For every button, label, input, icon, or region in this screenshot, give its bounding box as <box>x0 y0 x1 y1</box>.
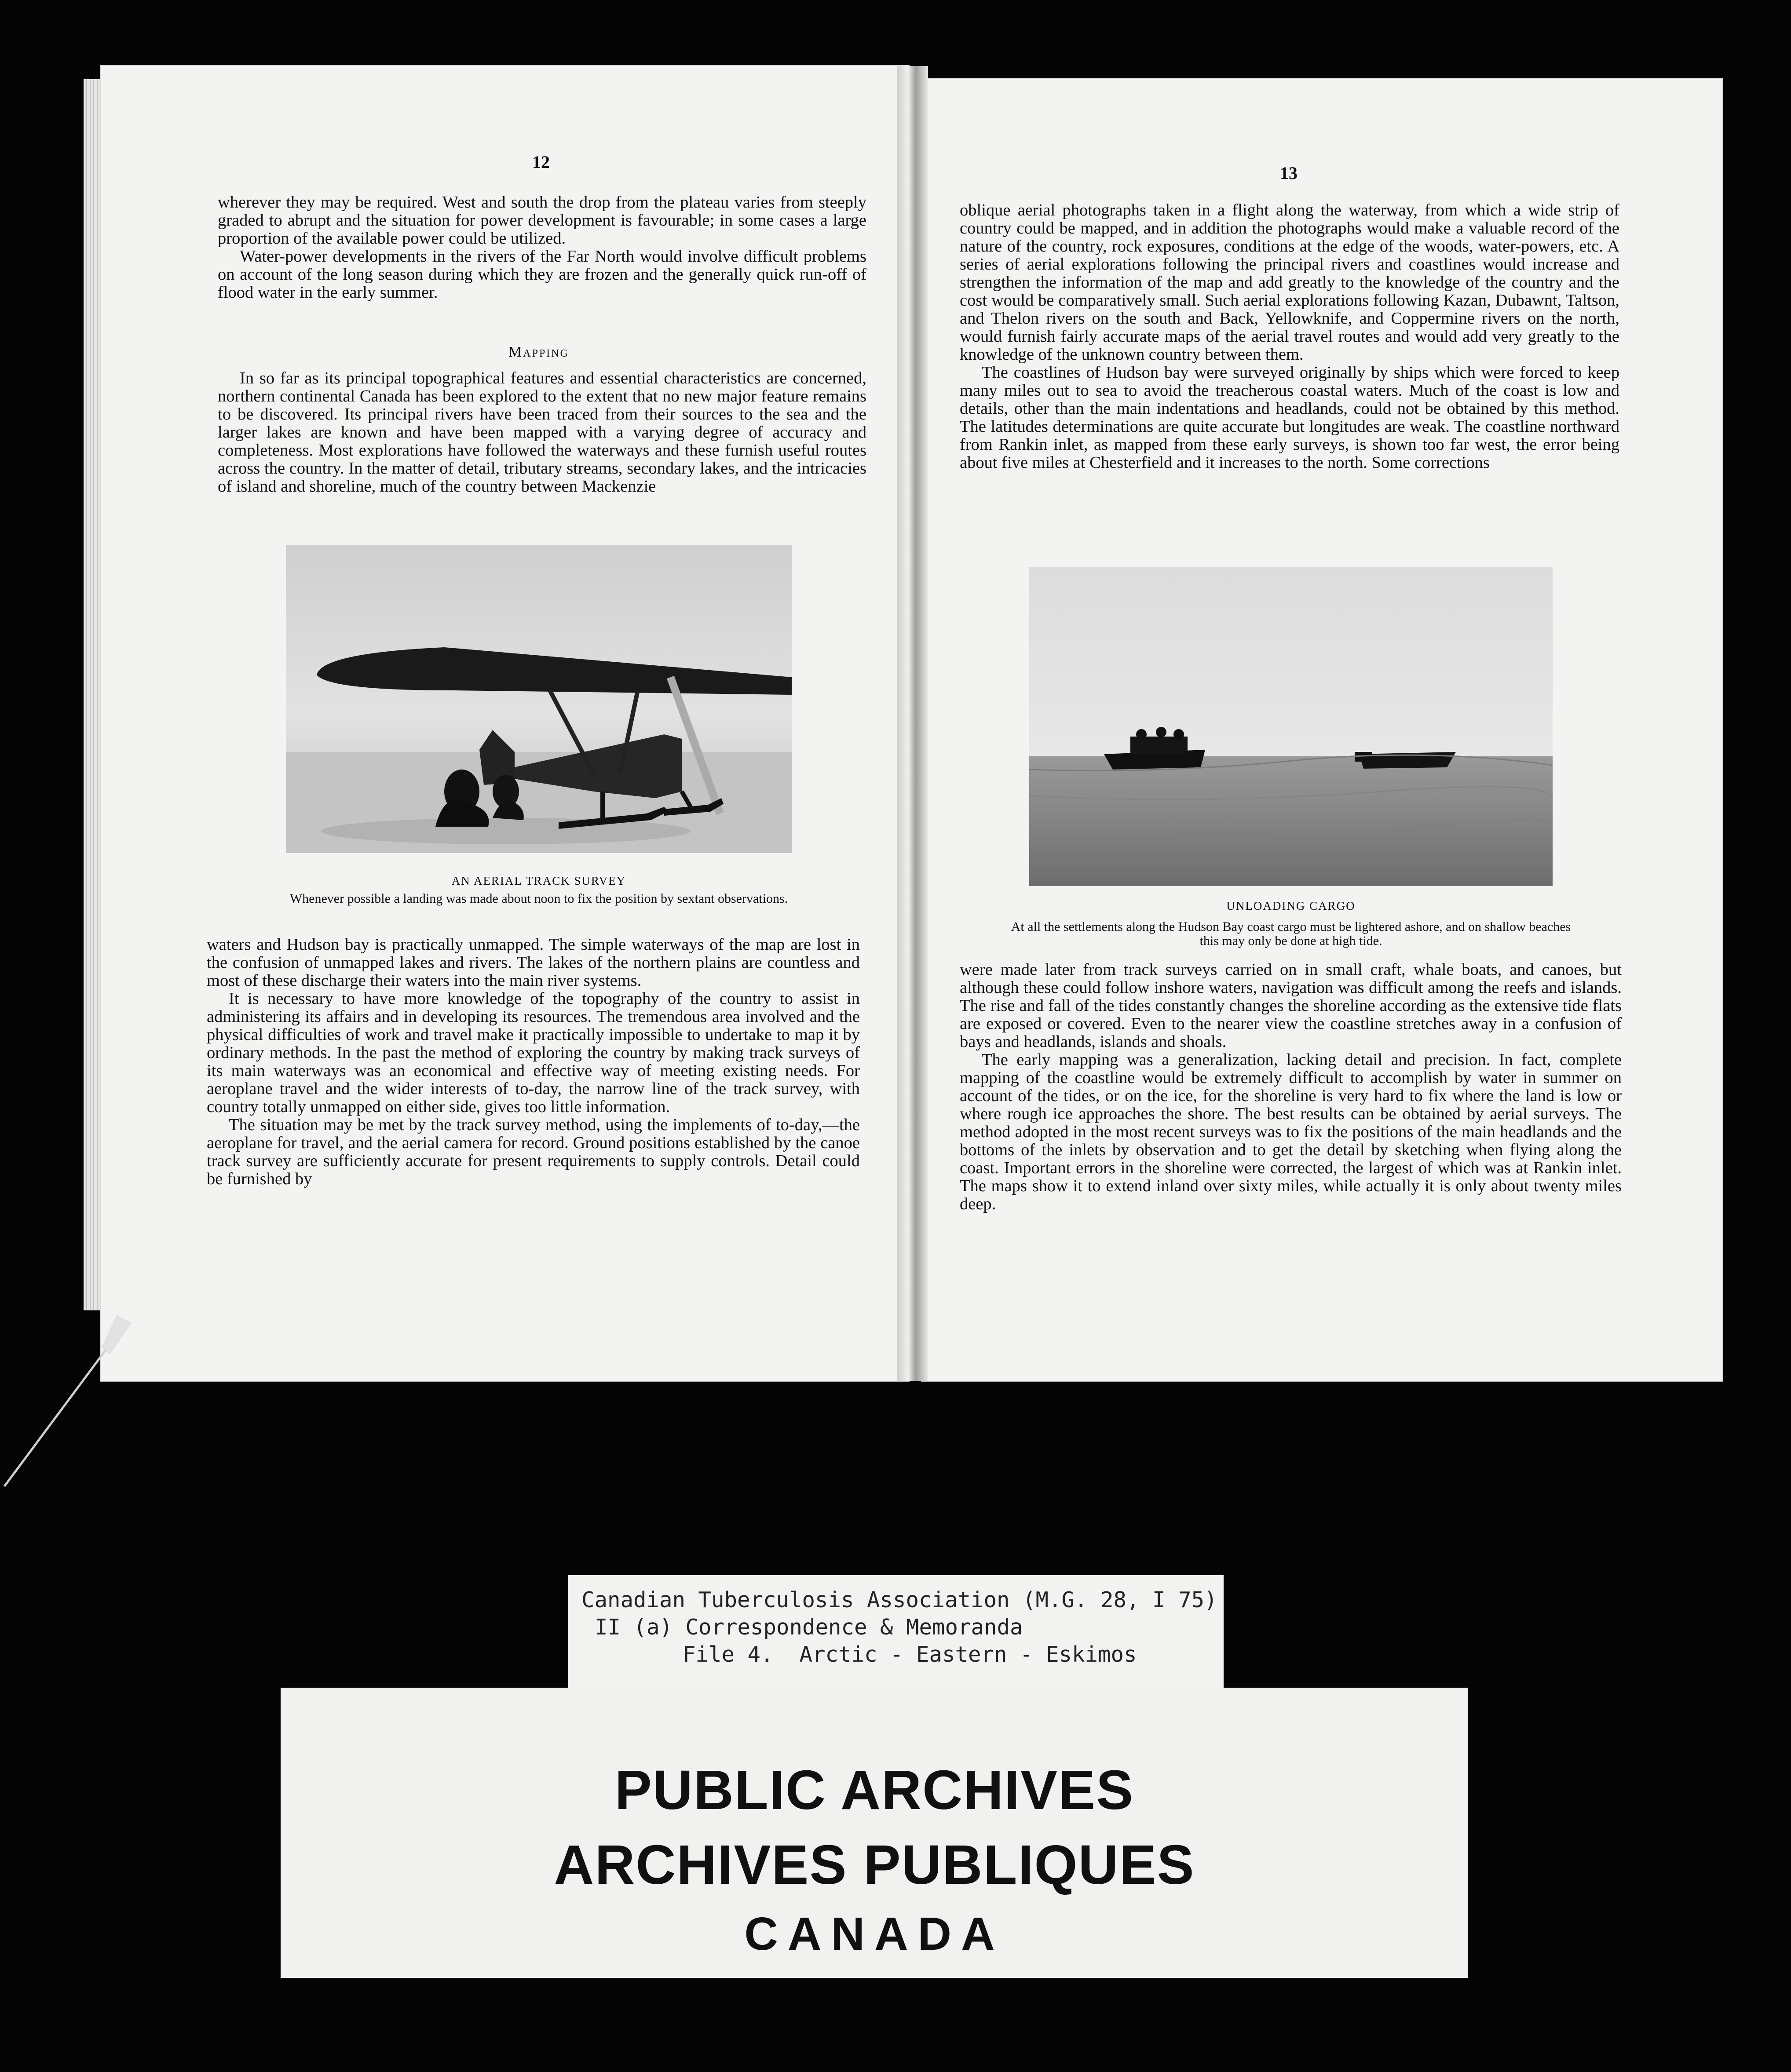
left-text-top <box>218 193 866 302</box>
page-number-right: 13 <box>1280 163 1298 183</box>
paragraph: oblique aerial photographs taken in a flight along the waterway, from which a wide strip of country could be mapped, and in addition the photographs would make a valuable record of the nature of the country, rock exposures, conditions at the edge of the woods, water-powers, etc. A series of aerial explorations following the principal rivers and coastlines would increase and strengthen the information of the map and add greatly to the knowledge of the country and the cost would be comparatively small. Such aerial explorations following Kazan, Dubawnt, Taltson, and Thelon rivers on the south and Back, Yellowknife, and Coppermine rivers on the north, would furnish fairly accurate maps of the aerial travel routes and would add very greatly to the knowledge of the unknown country between them. <box>960 201 1619 364</box>
right-text-top <box>960 201 1619 472</box>
paragraph: The early mapping was a generalization, lacking detail and precision. In fact, complete mapping of the coastline would be extremely difficult to accomplish by water in summer on account of the tides, or on the ice, for the shoreline is very hard to fix where the land is low or where rough ice approaches the shore. The best results can be obtained by aerial surveys. The method adopted in the most recent surveys was to fix the positions of the main headlands and the bottoms of the inlets by observation and to get the detail by sketching when flying along the coast. Important errors in the shoreline were corrected, the largest of which was at Rankin inlet. The maps show it to extend inland over sixty miles, while actually it is only about twenty miles deep. <box>960 1051 1622 1213</box>
figure-caption-left: Whenever possible a landing was made about noon to fix the position by sextant observations. <box>289 891 788 906</box>
left-text-mapping <box>218 369 866 496</box>
archive-reference-label <box>568 1575 1224 1689</box>
book-gutter <box>897 66 928 1381</box>
figure-title-right: UNLOADING CARGO <box>1226 899 1356 912</box>
archives-stamp <box>281 1688 1468 1978</box>
paragraph: waters and Hudson bay is practically unmapped. The simple waterways of the map are lost in the confusion of unmapped lakes and rivers. The lakes of the northern plains are countless and most of these discharge their waters into the main river systems. <box>207 935 860 990</box>
paragraph: wherever they may be required. West and south the drop from the plateau varies from steeply graded to abrupt and the situation for power development is favourable; in some cases a large proportion of the available power could be utilized. <box>218 193 866 248</box>
left-text-bottom <box>207 936 860 1188</box>
paragraph: It is necessary to have more knowledge of the topography of the country to assist in administering its affairs and in developing its resources. The tremendous area involved and the physical difficulties of work and travel make it practically impossible to undertake to map it by ordinary methods. In the past the method of exploring the country by making track surveys of its main waterways was an economical and effective way of meeting existing needs. For aeroplane travel and the wider interests of to-day, the narrow line of the track survey, with country totally unmapped on either side, gives too little information. <box>207 989 860 1116</box>
paragraph: were made later from track surveys carried on in small craft, whale boats, and canoes, but although these could follow inshore waters, navigation was difficult among the reefs and islands. The rise and fall of the tides constantly changes the shoreline according as the extensive tide flats are exposed or covered. Even to the nearer view the coastline stretches away in a confusion of bays and headlands, islands and shoals. <box>960 960 1622 1051</box>
page-number-left: 12 <box>532 152 550 172</box>
label-line: File 4. Arctic - Eastern - Eskimos <box>683 1642 1137 1667</box>
photo-unloading-cargo <box>1029 567 1553 886</box>
label-line: Canadian Tuberculosis Association (M.G. 28, I 75) <box>581 1587 1217 1612</box>
paragraph: The coastlines of Hudson bay were surveyed originally by ships which were forced to keep many miles out to sea to avoid the treacherous coastal waters. Much of the coast is low and details, other than the main indentations and headlands, could not be obtained by this method. The latitudes determinations are quite accurate but longitudes are weak. The coastline northward from Rankin inlet, as mapped from these early surveys, is shown too far west, the error being about five miles at Chesterfield and it increases to the north. Some corrections <box>960 363 1619 472</box>
section-heading-mapping: Mapping <box>508 344 569 360</box>
right-text-bottom <box>960 961 1622 1213</box>
stamp-line-country: CANADA <box>744 1908 1005 1960</box>
label-line: II (a) Correspondence & Memoranda <box>595 1615 1023 1640</box>
pen-pointer <box>0 1315 141 1491</box>
paragraph: The situation may be met by the track survey method, using the implements of to-day,—the aeroplane for travel, and the aerial camera for record. Ground positions established by the canoe track survey are sufficiently accurate for present requirements to supply controls. Detail could be furnished by <box>207 1116 860 1188</box>
paragraph: Water-power developments in the rivers of the Far North would involve difficult problems on account of the long season during which they are frozen and the generally quick run-off of flood water in the early summer. <box>218 247 866 302</box>
stamp-line-english: PUBLIC ARCHIVES <box>614 1759 1134 1821</box>
figure-caption-right: At all the settlements along the Hudson Bay coast cargo must be lightered ashore, and on shallow beaches this may only be done at high tide. <box>1011 919 1571 948</box>
paragraph: In so far as its principal topographical features and essential characteristics are concerned, northern continental Canada has been explored to the extent that no new major feature remains to be discovered. Its principal rivers have been traced from their sources to the sea and the larger lakes are known and have been mapped with a varying degree of accuracy and completeness. Most explorations have followed the waterways and these furnish useful routes across the country. In the matter of detail, tributary streams, secondary lakes, and the intricacies of island and shoreline, much of the country between Mackenzie <box>218 369 866 496</box>
photo-aerial-track-survey <box>286 545 792 853</box>
figure-title-left: AN AERIAL TRACK SURVEY <box>451 874 626 887</box>
stamp-line-french: ARCHIVES PUBLIQUES <box>554 1834 1195 1896</box>
